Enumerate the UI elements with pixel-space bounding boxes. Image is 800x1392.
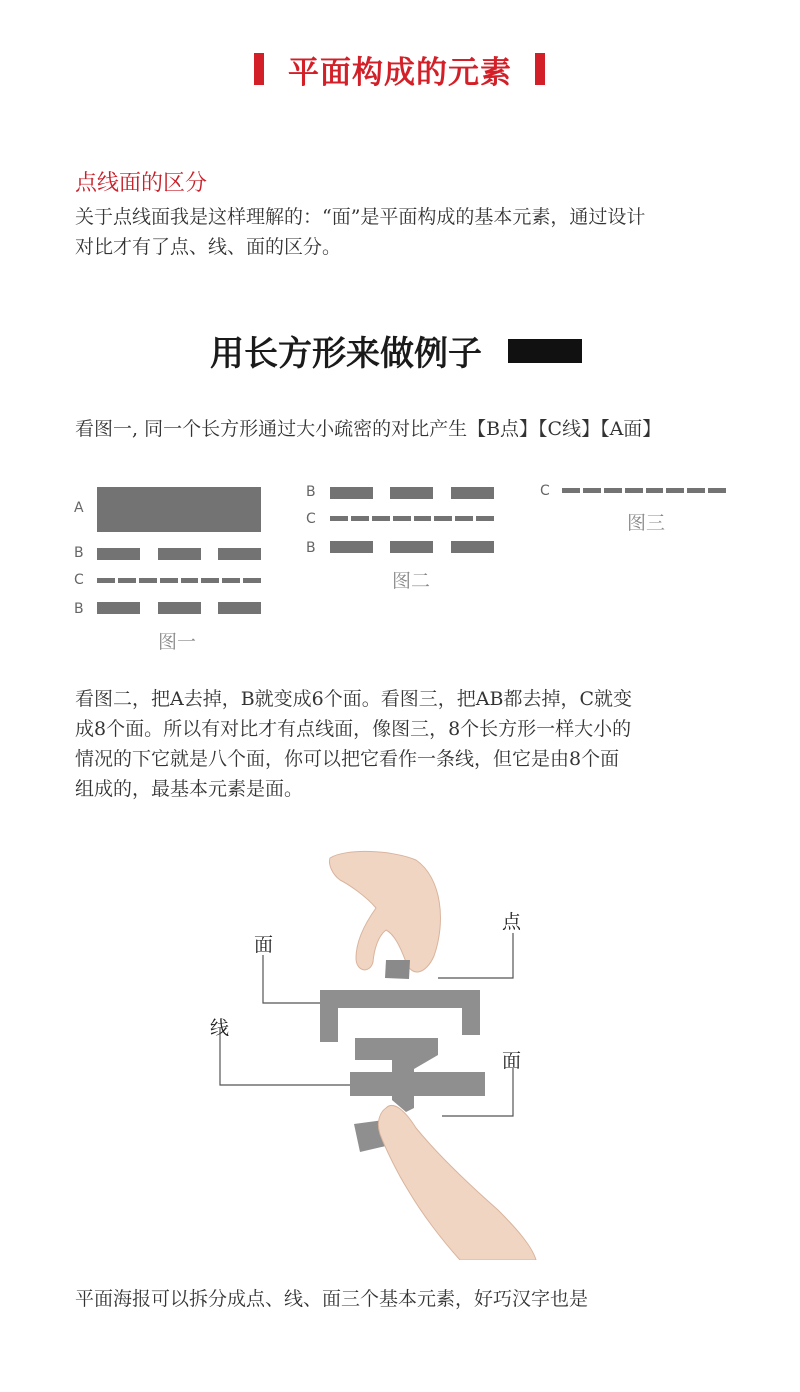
paragraph-line: 平面海报可以拆分成点、线、面三个基本元素，好巧汉字也是 [75, 1288, 589, 1310]
dash-segment [351, 516, 369, 521]
dash-segment [330, 516, 348, 521]
roof-shape [320, 990, 480, 1042]
annotation-dot: 点 [502, 911, 522, 933]
figure1-rect-a [97, 487, 261, 532]
figure3-label-c: C [540, 483, 550, 499]
paragraph-line: 关于点线面我是这样理解的：“面”是平面构成的基本元素，通过设计 [75, 206, 646, 228]
annotation-face-top: 面 [254, 934, 274, 956]
figure2-label-b2: B [306, 540, 316, 556]
dash-segment [434, 516, 452, 521]
figure2-rect-b [330, 487, 373, 499]
figure1-rect-b [158, 548, 201, 560]
annotation-face-right: 面 [502, 1050, 522, 1072]
figure1-label-c: C [74, 572, 84, 588]
figure2-label-b: B [306, 484, 316, 500]
section3-paragraph [75, 1284, 775, 1314]
section2-intro [75, 414, 775, 444]
dash-segment [372, 516, 390, 521]
figure1-rect-b [218, 548, 261, 560]
dash-segment [455, 516, 473, 521]
figure3-caption: 图三 [627, 512, 666, 534]
dash-segment [666, 488, 684, 493]
dash-segment [583, 488, 601, 493]
leader-line [263, 955, 320, 1003]
dash-segment [97, 578, 115, 583]
dot-piece [385, 960, 410, 979]
page-title: 平面构成的元素 [288, 55, 512, 91]
dash-segment [646, 488, 664, 493]
horizontal-bar-shape [350, 1072, 485, 1096]
intro-line: 看图一, 同一个长方形通过大小疏密的对比产生【B点】【C线】【A面】 [75, 418, 662, 440]
figure2-rect-b [451, 487, 494, 499]
paragraph-line: 看图二，把A去掉，B就变成6个面。看图三，把AB都去掉，C就变 [75, 688, 632, 710]
figure2-label-c: C [306, 511, 316, 527]
figure1-caption: 图一 [158, 631, 197, 653]
dash-segment [687, 488, 705, 493]
header-right-bar [535, 53, 545, 85]
dash-segment [243, 578, 261, 583]
figure2-rect-b [330, 541, 373, 553]
dash-segment [160, 578, 178, 583]
leader-line [438, 933, 513, 978]
dash-segment [476, 516, 494, 521]
figure1-label-a: A [74, 500, 84, 516]
figure1-label-b2: B [74, 601, 84, 617]
lower-hand [378, 1105, 536, 1260]
dash-segment [118, 578, 136, 583]
title-block-decoration [508, 339, 582, 363]
dash-segment [201, 578, 219, 583]
figure1-rect-b [218, 602, 261, 614]
figure1-rect-b [158, 602, 201, 614]
dash-segment [222, 578, 240, 583]
dash-segment [414, 516, 432, 521]
figure1-rect-b [97, 602, 140, 614]
figure1-label-b: B [74, 545, 84, 561]
paragraph-line: 情况的下它就是八个面，你可以把它看作一条线，但它是由8个面 [75, 748, 620, 770]
figure2-rect-b [390, 541, 433, 553]
paragraph-line: 成8个面。所以有对比才有点线面，像图三，8个长方形一样大小的 [75, 718, 632, 740]
figure1-rect-b [97, 548, 140, 560]
dash-segment [625, 488, 643, 493]
figure2-caption: 图二 [392, 570, 431, 592]
character-illustration [180, 850, 580, 1260]
dash-segment [139, 578, 157, 583]
dash-segment [604, 488, 622, 493]
annotation-line: 线 [210, 1017, 230, 1039]
upper-hand [329, 851, 440, 972]
dash-segment [393, 516, 411, 521]
section1-paragraph [75, 202, 735, 262]
dash-segment [181, 578, 199, 583]
paragraph-line: 对比才有了点、线、面的区分。 [75, 236, 342, 258]
section2-paragraph [75, 684, 735, 804]
figure2-rect-b [451, 541, 494, 553]
dash-segment [708, 488, 726, 493]
vertical-stroke-shape [392, 1055, 414, 1112]
section-subtitle: 点线面的区分 [75, 171, 208, 196]
dash-segment [562, 488, 580, 493]
paragraph-line: 组成的，最基本元素是面。 [75, 778, 304, 800]
section-title: 用长方形来做例子 [210, 334, 482, 374]
figure2-rect-b [390, 487, 433, 499]
